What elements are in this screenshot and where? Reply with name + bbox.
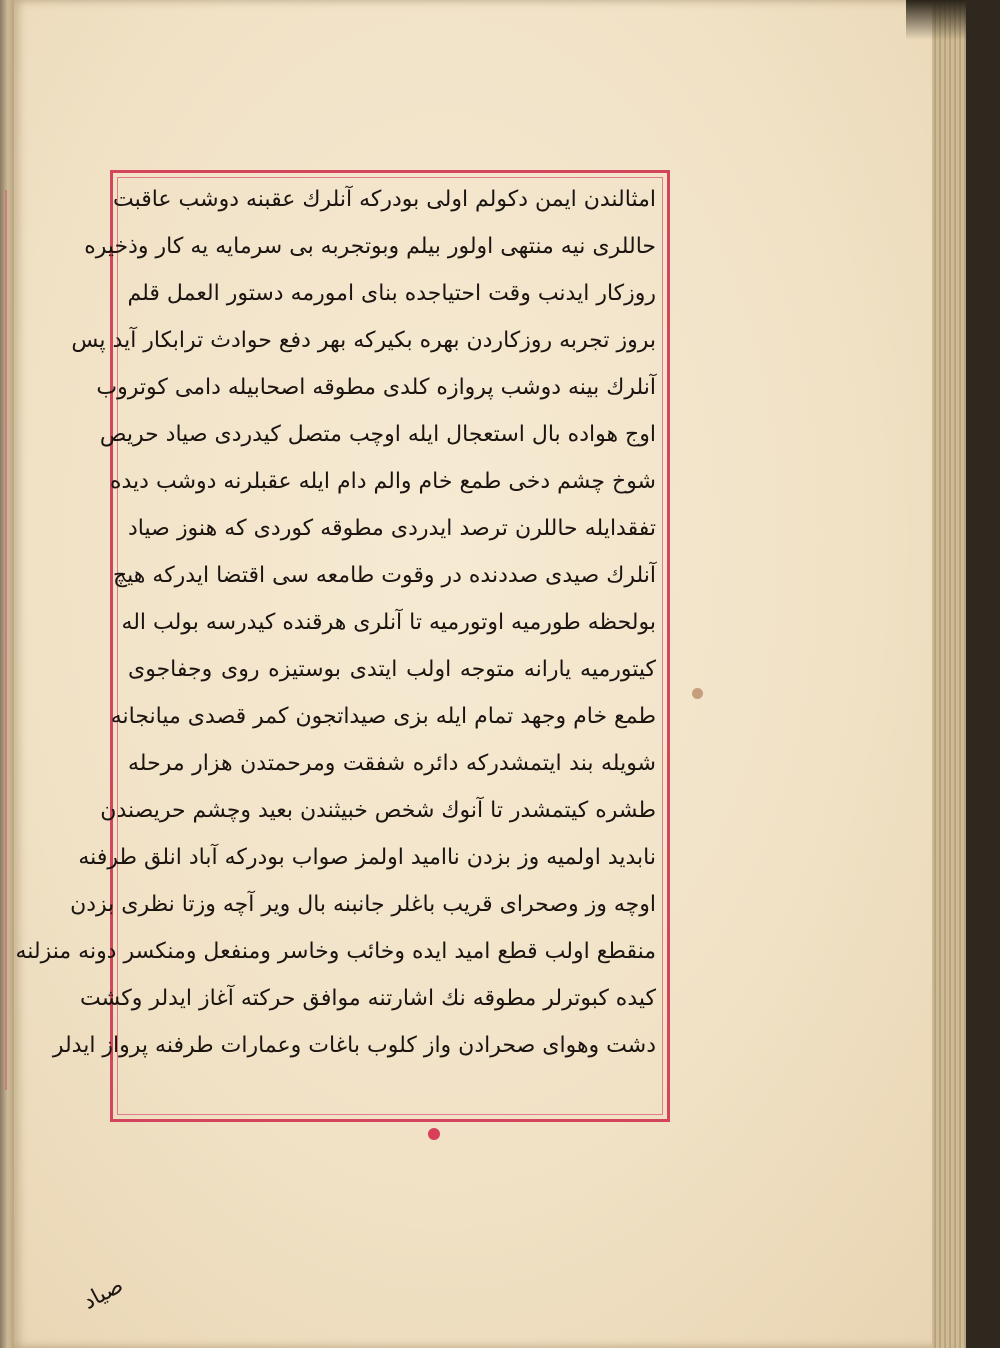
text-line: آنلرك صیدی صددنده در وقوت طامعه سی اقتضا ایدرکه هیچ: [112, 563, 656, 588]
text-line: بروز تجربه روزکاردن بهره بکیرکه بهر دفع حوادث ترابکار آید پس: [71, 328, 656, 353]
text-line: طشره کیتمشدر تا آنوك شخص خبیثندن بعید وچشم حریصندن: [100, 798, 656, 823]
text-line: حاللری نیه منتهی اولور بیلم وبوتجربه بی سرمایه یه کار وذخیره: [84, 234, 656, 259]
text-line: بولحظه طورمیه اوتورمیه تا آنلری هرقنده کیدرسه بولب اله: [121, 610, 656, 635]
page-edges-shadow: [906, 0, 966, 40]
text-line: تفقدایله حاللرن ترصد ایدردی مطوقه کوردی که هنوز صیاد: [128, 516, 656, 541]
text-line: اوچه وز وصحرای قریب باغلر جانبنه بال ویر آچه وزتا نظری بزدن: [70, 892, 656, 917]
text-line: شوخ چشم دخی طمع خام والم دام ایله عقبلرنه دوشب دیده: [109, 469, 656, 494]
text-block: [15, 176, 656, 1116]
text-line: کیده کبوترلر مطوقه نك اشارتنه موافق حرکته آغاز ایدلر وکشت: [80, 986, 656, 1011]
text-line: روزکار ایدنب وقت احتیاجده بنای امورمه دستور العمل قلم: [127, 281, 656, 306]
red-ink-dot: [428, 1128, 440, 1140]
text-line: دشت وهوای صحرادن واز کلوب باغات وعمارات طرفنه پرواز ایدلر: [52, 1033, 656, 1058]
manuscript-page: [14, 0, 966, 1348]
text-line: آنلرك بینه دوشب پروازه کلدی مطوقه اصحابیله دامی کوتروب: [96, 375, 656, 400]
text-line: شویله بند ایتمشدرکه دائره شفقت ومرحمتدن هزار مرحله: [128, 751, 656, 776]
text-line: نابدید اولمیه وز بزدن ناامید اولمز صواب بودرکه آباد انلق طرفنه: [78, 845, 656, 870]
page-edges: [932, 0, 966, 1348]
left-page-edge: [0, 0, 14, 1348]
paper-stain: [692, 688, 703, 699]
catchword: صیاد: [78, 1273, 128, 1315]
text-line: طمع خام وجهد تمام ایله بزی صیداتجون کمر قصدی میانجانه: [110, 704, 656, 729]
text-line: منقطع اولب قطع امید ایده وخائب وخاسر ومنفعل ومنکسر دونه منزلنه: [15, 939, 656, 964]
text-line: اوج هواده بال استعجال ایله اوچب متصل کیدردی صیاد حریص: [99, 422, 656, 447]
text-line: امثالندن ایمن دکولم اولی بودرکه آنلرك عقبنه دوشب عاقبت: [112, 187, 656, 212]
text-line: کیتورمیه یارانه متوجه اولب ایتدی بوستیزه روی وجفاجوی: [128, 657, 656, 682]
left-page-rule: [5, 190, 7, 1090]
